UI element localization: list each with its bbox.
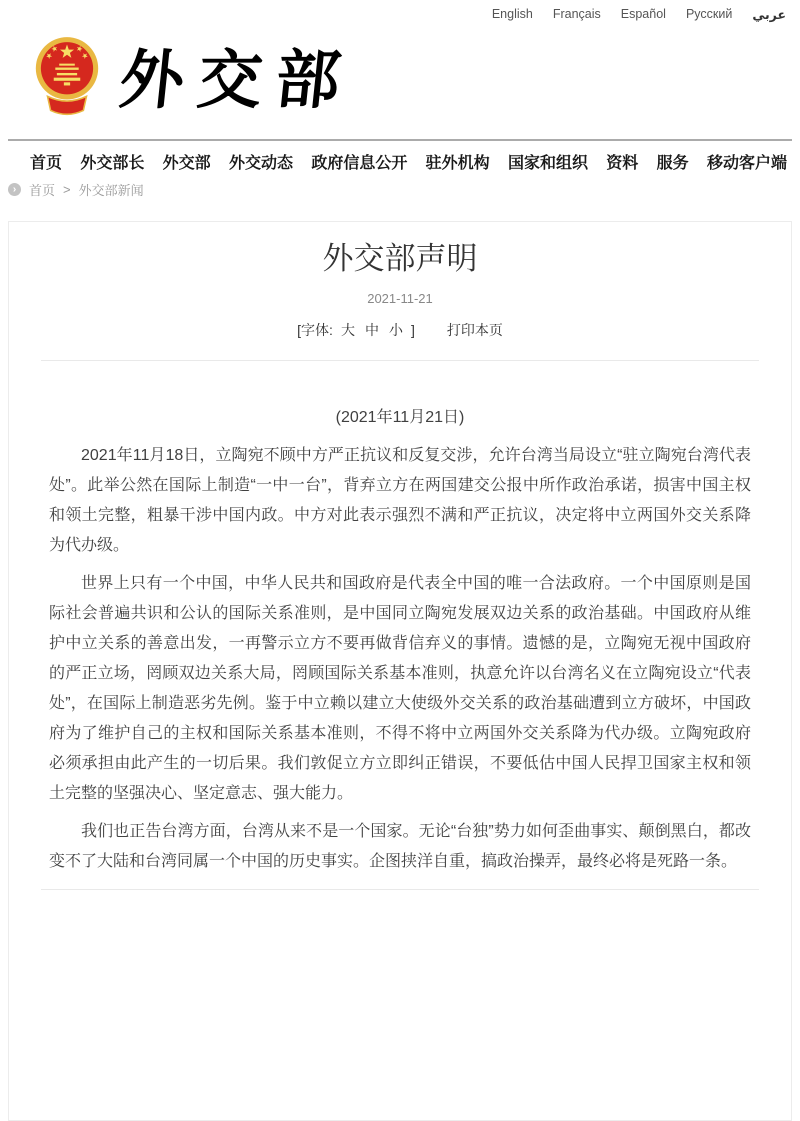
nav-item-home[interactable]: 首页 bbox=[30, 155, 63, 172]
language-bar bbox=[492, 7, 786, 22]
lang-link-espanol[interactable]: Español bbox=[620, 7, 666, 21]
nav-item-activities[interactable]: 外交动态 bbox=[228, 155, 293, 172]
nav-item-mobile-app[interactable]: 移动客户端 bbox=[706, 155, 787, 172]
logo-calligraphy-title: 外交部 bbox=[116, 43, 358, 116]
nav-item-resources[interactable]: 资料 bbox=[606, 155, 639, 172]
article-panel bbox=[8, 221, 792, 1121]
nav-item-gov-info[interactable]: 政府信息公开 bbox=[311, 155, 408, 172]
breadcrumb-separator: > bbox=[63, 182, 71, 197]
font-size-suffix: ] bbox=[410, 322, 415, 338]
article-title: 外交部声明 bbox=[322, 241, 478, 276]
article-inline-date: (2021年11月21日) bbox=[335, 409, 465, 426]
font-size-large-button[interactable]: 大 bbox=[340, 322, 355, 338]
site-logo[interactable] bbox=[28, 34, 358, 126]
nav-item-ministry[interactable]: 外交部 bbox=[162, 155, 211, 172]
breadcrumb-arrow-icon: › bbox=[8, 183, 21, 196]
article-toolbar bbox=[9, 320, 791, 340]
article-bottom-divider bbox=[41, 889, 759, 890]
breadcrumb-home-link[interactable]: 首页 bbox=[29, 183, 56, 198]
lang-link-russian[interactable]: Русский bbox=[685, 7, 733, 21]
national-emblem-icon bbox=[28, 34, 106, 126]
article-paragraph: 2021年11月18日，立陶宛不顾中方严正抗议和反复交涉，允许台湾当局设立“驻立陶宛台湾代表处”。此举公然在国际上制造“一中一台”，背弃立方在两国建交公报中所作政治承诺，损害中国主权和领土完整，粗暴干涉中国内政。中方对此表示强烈不满和严正抗议，决定将中立两国外交关系降为代办级。 bbox=[49, 447, 751, 554]
print-page-button[interactable]: 打印本页 bbox=[446, 322, 503, 338]
breadcrumb-current-link[interactable]: 外交部新闻 bbox=[78, 183, 144, 198]
lang-link-arabic[interactable]: عربي bbox=[752, 8, 786, 22]
nav-item-countries[interactable]: 国家和组织 bbox=[507, 155, 588, 172]
lang-link-english[interactable]: English bbox=[491, 7, 533, 21]
nav-item-minister[interactable]: 外交部长 bbox=[80, 155, 145, 172]
font-size-small-button[interactable]: 小 bbox=[388, 322, 403, 338]
main-navigation bbox=[8, 139, 792, 173]
article-body bbox=[9, 361, 791, 877]
article-paragraph: 我们也正告台湾方面，台湾从来不是一个国家。无论“台独”势力如何歪曲事实、颠倒黑白，都改变不了大陆和台湾同属一个中国的历史事实。企图挟洋自重，搞政治操弄，最终必将是死路一条。 bbox=[49, 823, 751, 870]
article-publish-date: 2021-11-21 bbox=[367, 291, 433, 306]
breadcrumb bbox=[8, 180, 144, 199]
nav-item-missions[interactable]: 驻外机构 bbox=[425, 155, 490, 172]
nav-item-services[interactable]: 服务 bbox=[656, 155, 689, 172]
font-size-medium-button[interactable]: 中 bbox=[364, 322, 379, 338]
font-size-prefix: [字体: bbox=[297, 322, 333, 338]
article-paragraph: 世界上只有一个中国，中华人民共和国政府是代表全中国的唯一合法政府。一个中国原则是国际社会普遍共识和公认的国际关系准则，是中国同立陶宛发展双边关系的政治基础。中国政府从维护中立关系的善意出发，一再警示立方不要再做背信弃义的事情。遗憾的是，立陶宛无视中国政府的严正立场，罔顾双边关系大局，罔顾国际关系基本准则，执意允许以台湾名义在立陶宛设立“代表处”，在国际上制造恶劣先例。鉴于中立赖以建立大使级外交关系的政治基础遭到立方破坏，中国政府为了维护自己的主权和国际关系基本准则，不得不将中立两国外交关系降为代办级。立陶宛政府必须承担由此产生的一切后果。我们敦促立方立即纠正错误，不要低估中国人民捍卫国家主权和领土完整的坚强决心、坚定意志、强大能力。 bbox=[49, 575, 751, 802]
lang-link-francais[interactable]: Français bbox=[552, 7, 601, 21]
